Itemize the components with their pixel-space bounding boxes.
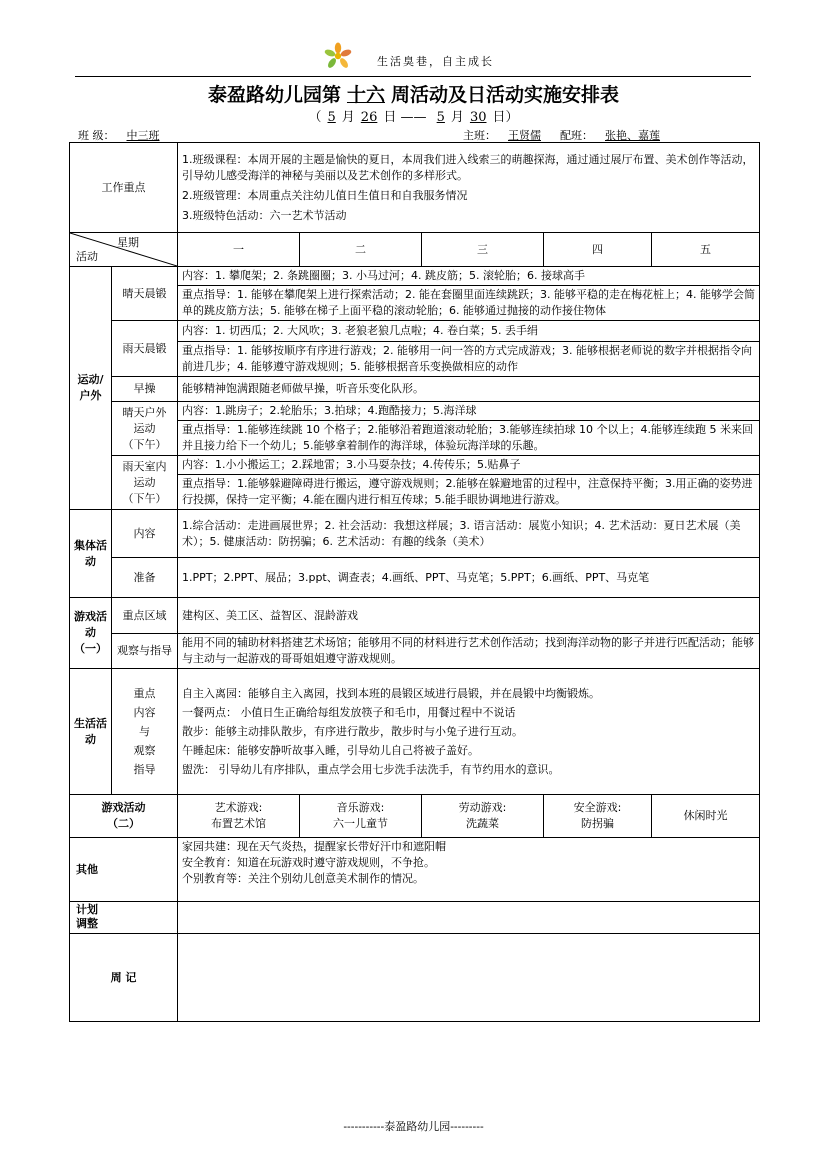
page-footer: -----------泰盈路幼儿园--------- <box>343 1120 484 1133</box>
weekday-label: 星期 <box>117 236 139 249</box>
page-header <box>75 42 751 77</box>
end-day: 30 <box>469 110 487 125</box>
title-suffix: 周活动及日活动实施安排表 <box>391 84 620 106</box>
group-prep: 1.PPT；2.PPT、展品；3.ppt、调查表；4.画纸、PPT、马克笔；5.PPT；6.画纸、PPT、马克笔 <box>178 558 760 598</box>
class-info: 班 级： 中三班 <box>78 127 172 143</box>
game2-row <box>70 795 760 838</box>
other-item: 安全教育：知道在玩游戏时遵守游戏规则，不争抢。 <box>182 856 435 869</box>
month-char: 月 <box>341 110 355 125</box>
rainy-afternoon-label: 雨天室内 运动 （下午） <box>112 456 178 510</box>
life-item: 一餐两点： 小值日生正确给每组发放筷子和毛巾，用餐过程中不说话 <box>182 705 516 719</box>
class-name: 中三班 <box>126 129 160 142</box>
day-char: 日 <box>383 110 397 125</box>
work-focus-item: 1.班级课程：本周开展的主题是愉快的夏日，本周我们进入线索三的萌趣探海，通过通过展厅布置、美术创作等活动，引导幼儿感受海洋的神秘与美丽以及艺术创作的多样形式。 <box>182 152 754 182</box>
sunny-morning-label: 晴天晨锻 <box>112 267 178 321</box>
sunny-afternoon-label: 晴天户外 运动 （下午） <box>112 402 178 456</box>
work-focus-row <box>70 143 760 233</box>
game1-zone: 建构区、美工区、益智区、混龄游戏 <box>178 598 760 634</box>
life-activity-label: 生活活动 <box>70 669 112 795</box>
other-row <box>70 838 760 902</box>
plan-adjust-content <box>178 902 760 934</box>
assistant-teachers: 张艳、嘉莲 <box>605 129 660 142</box>
weekly-notes-row <box>70 934 760 1022</box>
rainy-morning-content: 内容：1. 切西瓜；2. 大风吹；3. 老狼老狼几点啦；4. 卷白菜；5. 丢手绢 <box>178 321 760 342</box>
title-week: 十六 <box>346 84 385 106</box>
class-info-line <box>78 127 758 141</box>
start-day: 26 <box>360 110 378 125</box>
month-char: 月 <box>450 110 464 125</box>
game1-label: 游戏活动（一） <box>70 598 112 669</box>
rainy-morning-label: 雨天晨锻 <box>112 321 178 377</box>
game1-observation-row <box>70 634 760 669</box>
activity-label: 活动 <box>76 250 98 263</box>
weekday-fri: 五 <box>652 233 760 267</box>
game2-label: 游戏活动 （二） <box>70 795 178 838</box>
life-activity-row <box>70 669 760 795</box>
outdoor-rainy-content-row <box>70 321 760 342</box>
life-activity-content <box>178 669 760 795</box>
group-activity-label: 集体活动 <box>70 510 112 598</box>
morning-exercise-row <box>70 377 760 402</box>
rainy-afternoon-guide: 重点指导：1.能够躲避障碍进行搬运，遵守游戏规则；2.能够在躲避地雷的过程中，注意保持平衡；3.用正确的姿势进行投掷，保持一定平衡；4.能在圈内进行相互传球；5.能手眼协调地进行游戏。 <box>178 475 760 510</box>
activity-schedule-table <box>69 142 760 1022</box>
day-char: 日 <box>492 110 506 125</box>
group-prep-label: 准备 <box>112 558 178 598</box>
weekday-activity-corner <box>70 233 178 267</box>
teacher-info: 主班： 王贤儒 配班： 张艳、嘉莲 <box>463 127 672 143</box>
work-focus-item: 2.班级管理：本周重点关注幼儿值日生值日和自我服务情况 <box>182 188 468 202</box>
start-month: 5 <box>327 110 336 125</box>
life-sub-label: 重点 内容 与 观察 指导 <box>112 669 178 795</box>
date-separator: —— <box>400 110 427 125</box>
sunny-afternoon-content: 内容：1.跳房子；2.轮胎乐；3.拍球；4.跑酷接力；5.海洋球 <box>178 402 760 421</box>
sunny-afternoon-content-row <box>70 402 760 421</box>
game2-leisure: 休闲时光 <box>652 795 760 838</box>
weekday-tue: 二 <box>300 233 422 267</box>
work-focus-label: 工作重点 <box>70 143 178 233</box>
work-focus-content <box>178 143 760 233</box>
morning-exercise-label: 早操 <box>112 377 178 402</box>
game1-zone-label: 重点区域 <box>112 598 178 634</box>
main-teacher: 王贤儒 <box>508 129 541 142</box>
life-item: 散步：能够主动排队散步，有序进行散步，散步时与小兔子进行互动。 <box>182 724 523 738</box>
game1-observation: 能用不同的辅助材料搭建艺术场馆；能够用不同的材料进行艺术创作活动；找到海洋动物的影子并进行匹配活动；能够与主动与一起游戏的哥哥姐姐遵守游戏规则。 <box>178 634 760 669</box>
game1-zone-row <box>70 598 760 634</box>
other-item: 个别教育等：关注个别幼儿创意美术制作的情况。 <box>182 872 424 885</box>
page-title <box>0 80 827 107</box>
plan-adjust-label: 计划调整 <box>70 902 178 934</box>
group-content-label: 内容 <box>112 510 178 558</box>
game2-labor: 劳动游戏: 洗蔬菜 <box>422 795 544 838</box>
weekday-wed: 三 <box>422 233 544 267</box>
rainy-morning-guide: 重点指导：1. 能够按顺序有序进行游戏；2. 能够用一问一答的方式完成游戏；3. 能够根据老师说的数字并根据指令向前进几步；4. 能够遵守游戏规则；5. 能够根据音乐变换做相应的动作 <box>178 342 760 377</box>
date-open: （ <box>308 110 322 125</box>
group-prep-row <box>70 558 760 598</box>
sunny-morning-guide: 重点指导：1. 能够在攀爬架上进行探索活动；2. 能在套圈里面连续跳跃；3. 能够平稳的走在梅花桩上；4. 能够学会简单的跳皮筋方法；5. 能够在梯子上面平稳的滚动轮胎；6. 能够通过抛接的动作接住物体 <box>178 286 760 321</box>
group-content: 1.综合活动：走进画展世界；2. 社会活动：我想这样展；3. 语言活动：展览小知识；4. 艺术活动：夏日艺术展（美术）；5. 健康活动：防拐骗；6. 艺术活动：有趣的线条（美术） <box>178 510 760 558</box>
date-range <box>0 106 827 125</box>
other-item: 家园共建：现在天气炎热，提醒家长带好汗巾和遮阳帽 <box>182 840 446 853</box>
group-content-row <box>70 510 760 558</box>
end-month: 5 <box>436 110 445 125</box>
weekday-mon: 一 <box>178 233 300 267</box>
plan-adjust-row <box>70 902 760 934</box>
weekly-notes-content <box>178 934 760 1022</box>
date-close: ） <box>505 110 519 125</box>
weekly-notes-label: 周 记 <box>70 934 178 1022</box>
morning-exercise-content: 能够精神饱满跟随老师做早操，听音乐变化队形。 <box>178 377 760 402</box>
rainy-afternoon-content-row <box>70 456 760 475</box>
school-motto: 生活臭巷，自主成长 <box>377 55 494 68</box>
work-focus-item: 3.班级特色活动：六一艺术节活动 <box>182 208 347 222</box>
outdoor-sunny-content-row <box>70 267 760 286</box>
weekday-thu: 四 <box>544 233 652 267</box>
kindergarten-logo-icon <box>322 42 354 72</box>
life-item: 午睡起床：能够安静听故事入睡，引导幼儿自己将被子盖好。 <box>182 743 479 757</box>
other-label: 其他 <box>70 838 178 902</box>
rainy-afternoon-content: 内容：1.小小搬运工；2.踩地雷；3.小马耍杂技；4.传传乐；5.贴鼻子 <box>178 456 760 475</box>
other-content <box>178 838 760 902</box>
sunny-morning-content: 内容：1. 攀爬架；2. 条跳圈圈；3. 小马过河；4. 跳皮筋；5. 滚轮胎；6. 接球高手 <box>178 267 760 286</box>
game2-safety: 安全游戏: 防拐骗 <box>544 795 652 838</box>
title-prefix: 泰盈路幼儿园第 <box>207 84 341 106</box>
game2-art: 艺术游戏: 布置艺术馆 <box>178 795 300 838</box>
outdoor-label: 运动/户外 <box>70 267 112 510</box>
weekday-header-row <box>70 233 760 267</box>
life-item: 盥洗： 引导幼儿有序排队，重点学会用七步洗手法洗手，有节约用水的意识。 <box>182 762 560 776</box>
life-item: 自主入离园：能够自主入离园，找到本班的晨锻区域进行晨锻，并在晨锻中均衡锻炼。 <box>182 686 600 700</box>
game2-music: 音乐游戏: 六一儿童节 <box>300 795 422 838</box>
game1-observation-label: 观察与指导 <box>112 634 178 669</box>
sunny-afternoon-guide: 重点指导：1.能够连续跳 10 个格子；2.能够沿着跑道滚动轮胎；3.能够连续拍球 10 个以上；4.能够连续跑 5 米来回并且接力给下一个幼儿；5.能够拿着制作的海洋球，体验玩海洋球的乐趣。 <box>178 421 760 456</box>
